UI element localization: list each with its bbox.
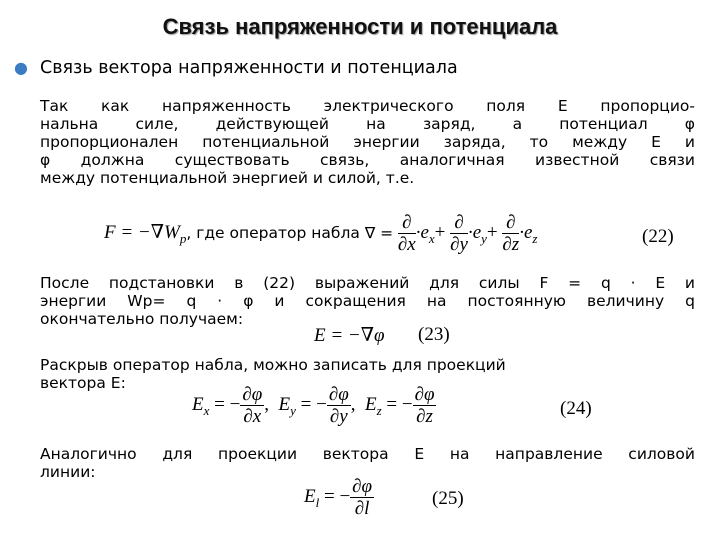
- equation-23: E = −∇φ: [314, 325, 385, 346]
- p1-line-5: между потенциальной энергией и силой, т.е.: [40, 169, 415, 187]
- eq24-number: (24): [560, 398, 592, 419]
- eq25-frac: $\frac{\partial\varphi}{\partial l}$: [352, 476, 373, 519]
- p4-line-1: Аналогично для проекции вектора E на направление силовой: [40, 445, 695, 463]
- eq22-lhs: F = −∇W: [104, 221, 180, 243]
- eq22-frac-y: $\frac{\partial}{\partial y}$: [450, 212, 468, 255]
- p1-line-4: φ должна существовать связь, аналогичная известной связи: [40, 151, 695, 169]
- bullet-heading: [14, 58, 458, 78]
- p2-line-2: энергии Wp= q · φ и сокращения на постоянную величину q: [40, 292, 695, 310]
- slide-title: Связь напряженности и потенциала: [162, 14, 558, 39]
- p3-line-1: Раскрыв оператор набла, можно записать для проекций: [40, 356, 506, 374]
- eq22-frac-x: $\frac{\partial}{\partial x}$: [397, 212, 416, 255]
- eq24-frac-y: $\frac{\partial\varphi}{\partial y}$: [328, 384, 349, 427]
- eq24-frac-z: $\frac{\partial\varphi}{\partial z}$: [414, 384, 435, 427]
- p1-line-1: Так как напряженность электрического поля E пропорцио-: [40, 97, 695, 115]
- eq22-frac-z: $\frac{\partial}{\partial z}$: [502, 212, 520, 255]
- p4-line-2: линии:: [40, 463, 96, 481]
- eq25-number: (25): [432, 488, 464, 509]
- eq24-frac-x: $\frac{\partial\varphi}{\partial x}$: [242, 384, 263, 427]
- p2-line-1: После подстановки в (22) выражений для силы F = q · E и: [40, 274, 695, 292]
- p2-line-3: окончательно получаем:: [40, 310, 244, 328]
- eq22-number: (22): [642, 226, 674, 247]
- eq23-number: (23): [418, 324, 450, 345]
- p1-line-2: нальна силе, действующей на заряд, а потенциал φ: [40, 115, 695, 133]
- equation-25: $E_l$ = − $\frac{\partial\varphi}{\partial l}$: [304, 476, 373, 519]
- paragraph-1: [40, 97, 695, 187]
- eq22-where: , где оператор набла ∇ =: [186, 223, 394, 242]
- equation-22: $F = -\nabla W_p$, где оператор набла ∇ = $\frac{\partial}{\partial x}$ $\cdot e_x+$ $\frac{\partial}{\partial y}$ $\cdot e_y+$ $\frac{\partial}{\partial z}$ $\cdot e_z$: [104, 212, 538, 255]
- p3-line-2: вектора E:: [40, 374, 126, 392]
- equation-24: $E_x$ = − $\frac{\partial\varphi}{\partial x}$ , $E_y$ = − $\frac{\partial\varphi}{\partial y}$ , $E_z$ = − $\frac{\partial\varphi}{\partial z}$: [192, 384, 435, 427]
- bullet-dot-icon: ●: [14, 58, 28, 77]
- bullet-text: Связь вектора напряженности и потенциала: [39, 58, 458, 78]
- p1-line-3: пропорционален потенциальной энергии заряда, то между E и: [40, 133, 695, 151]
- paragraph-2: [40, 274, 695, 328]
